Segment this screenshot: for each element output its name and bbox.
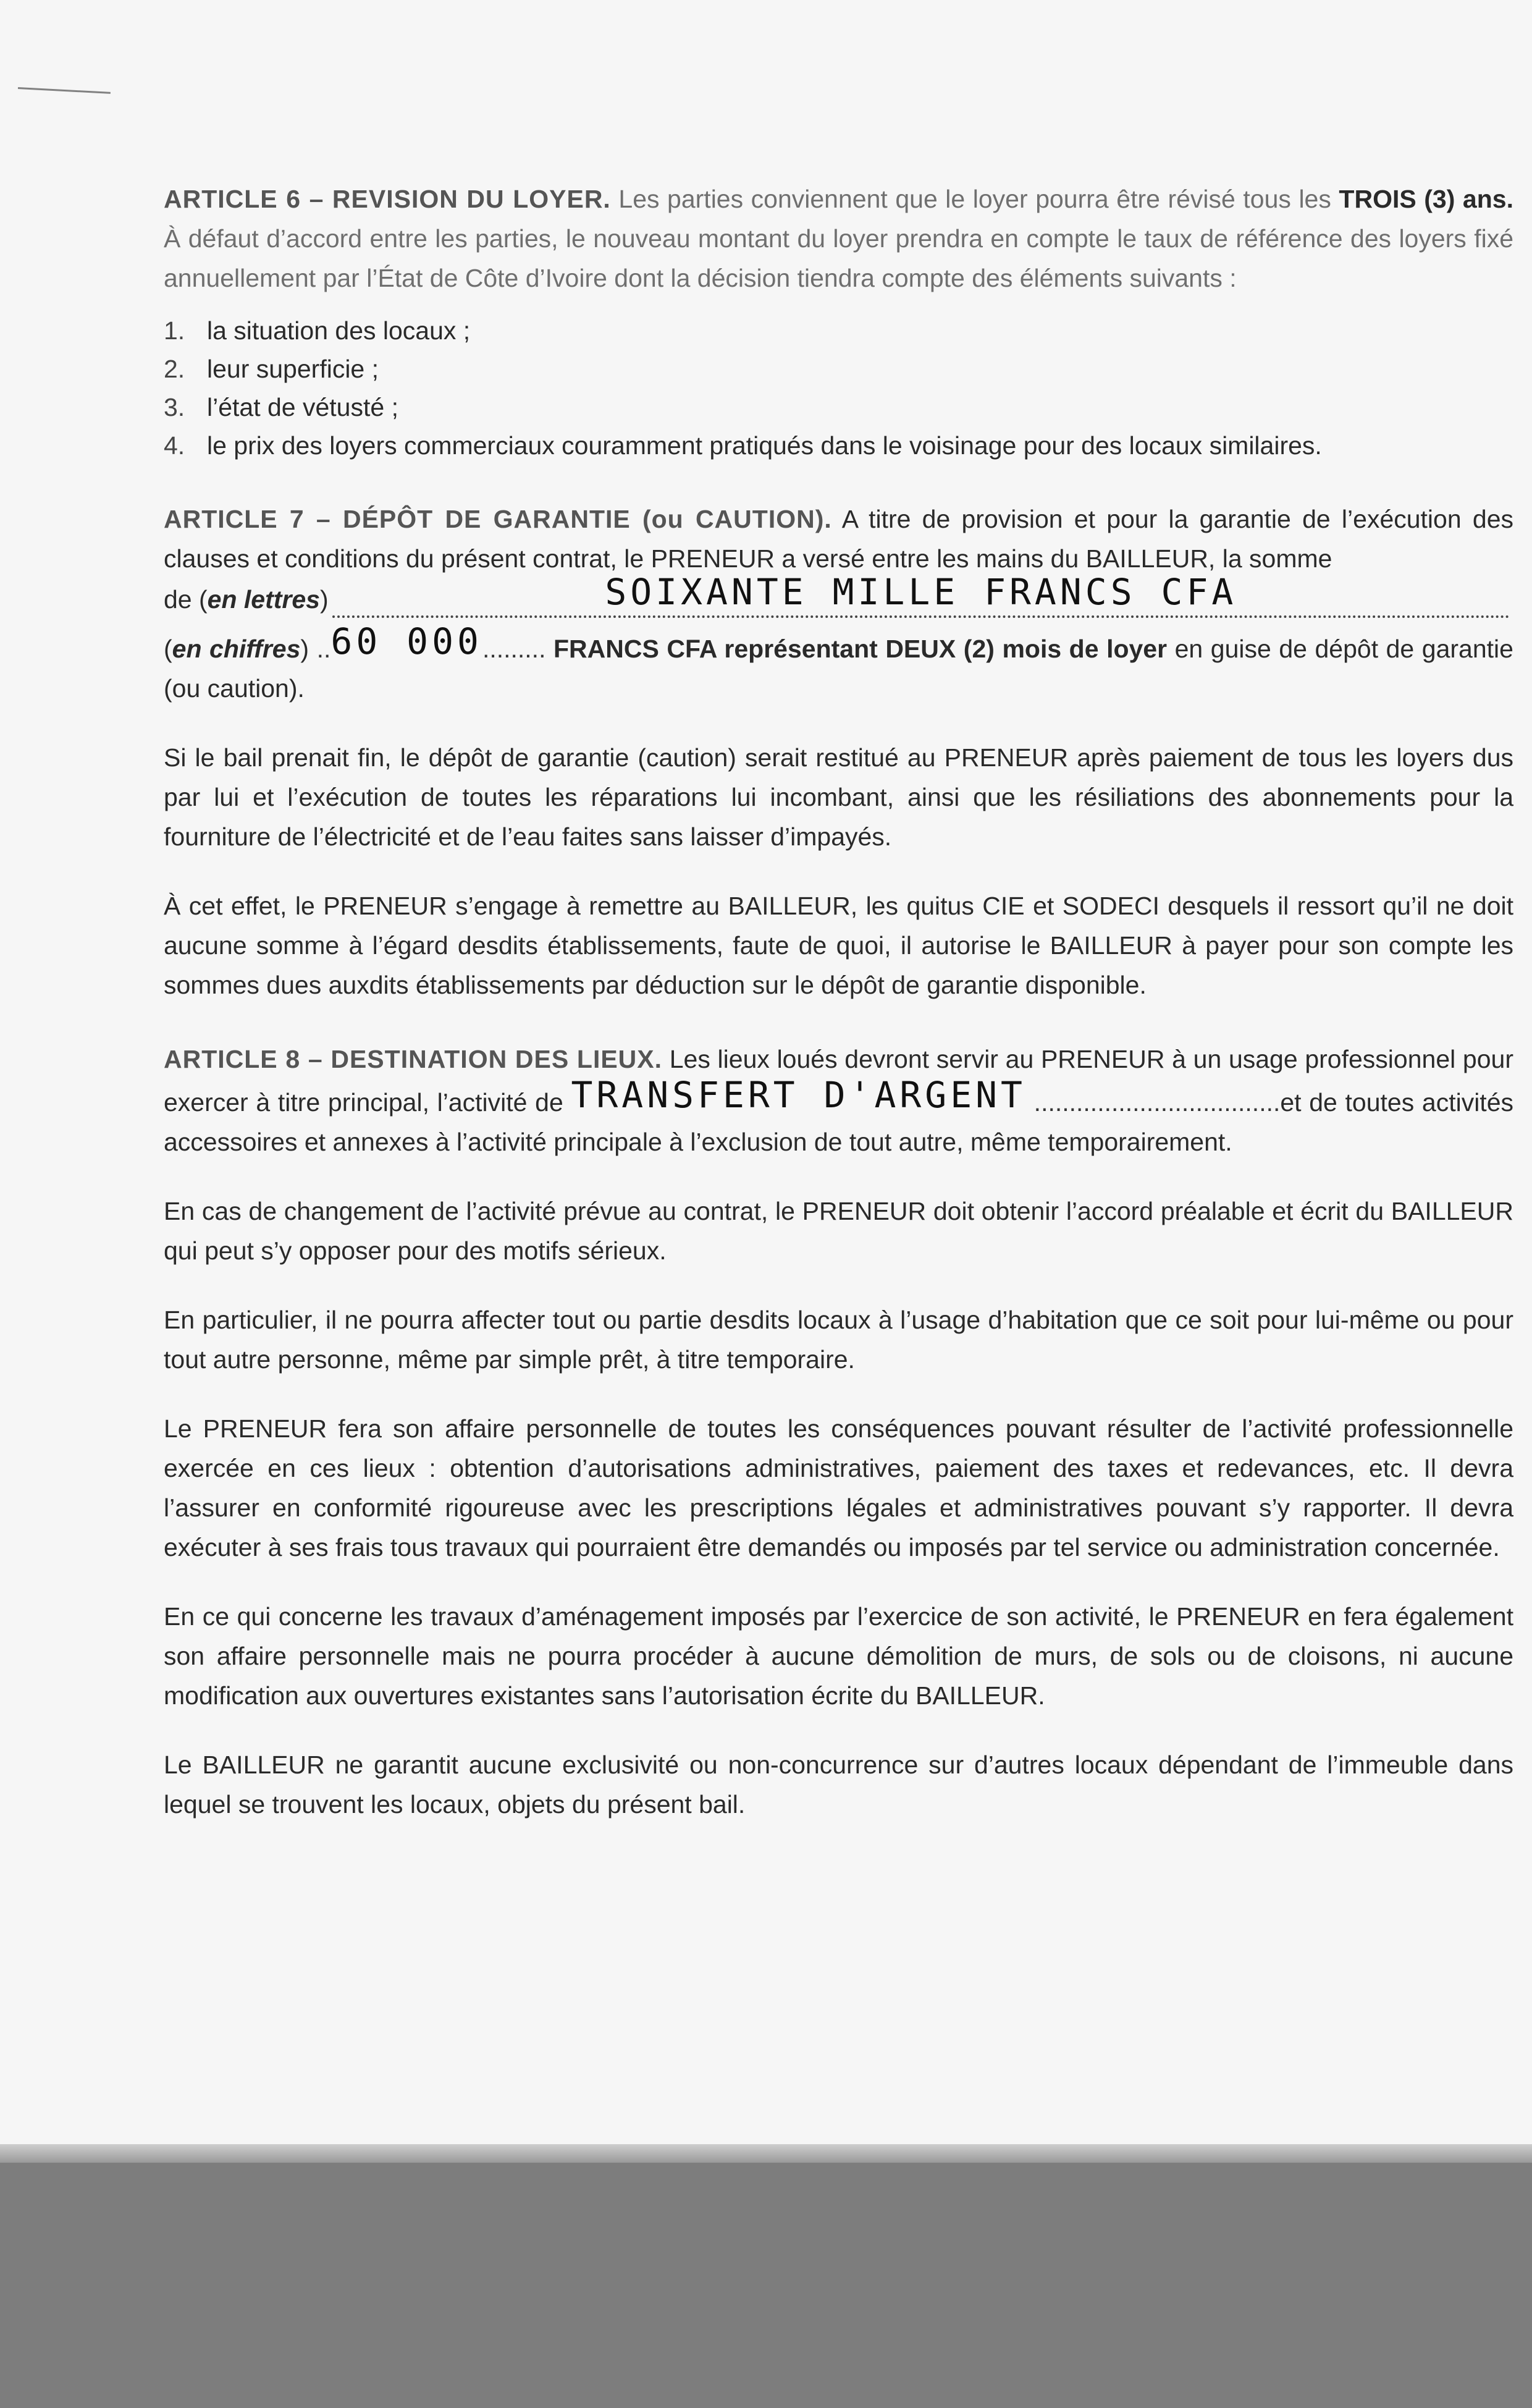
- article-7-intro: A titre de provision et pour la garantie de l’exécution des clauses et conditions du présent contrat, le PRENEUR a versé entre les mains du BAILLEUR, la somme: [164, 505, 1513, 573]
- article-6-title: ARTICLE 6 – REVISION DU LOYER.: [164, 185, 611, 213]
- article-7-paragraph-2: Si le bail prenait fin, le dépôt de garantie (caution) serait restitué au PRENEUR après paiement de tous les loyers dus par lui et l’exécution de toutes les réparations lui incombant, ainsi que les résiliations des abonnements pour la fourniture de l’électricité et de l’eau faites sans laisser d’impayés.: [164, 743, 1513, 851]
- list-item: 2. leur superficie ;: [164, 355, 379, 383]
- article-7: [164, 499, 1513, 1005]
- deposit-letters-handwritten: SOIXANTE MILLE FRANCS CFA: [605, 571, 1237, 613]
- article-6: [164, 179, 1513, 465]
- article-8-intro: Les lieux loués devront servir au PRENEUR à un usage professionnel pour exercer à titre principal, l’activité de: [164, 1045, 1513, 1117]
- en-chiffres-label: en chiffres: [172, 635, 301, 663]
- deposit-letters-field[interactable]: [332, 571, 1510, 618]
- article-6-paragraph: [164, 179, 1513, 298]
- article-7-title: ARTICLE 7 – DÉPÔT DE GARANTIE (ou CAUTION).: [164, 505, 832, 533]
- article-8: [164, 1039, 1513, 1824]
- article-8-paragraph-3: En particulier, il ne pourra affecter tout ou partie desdits locaux à l’usage d’habitation que ce soit pour lui-même ou pour tout autre personne, même par simple prêt, à titre temporaire.: [164, 1306, 1513, 1374]
- activity-handwritten[interactable]: TRANSFERT D'ARGENT: [571, 1074, 1026, 1116]
- article-8-paragraph-4: Le PRENEUR fera son affaire personnelle de toutes les conséquences pouvant résulter de l’activité professionnelle exercée en ces lieux : obtention d’autorisations administratives, paiement des taxes et redevances, etc. Il devra l’assurer en conformité rigoureuse avec les prescriptions légales et administratives pouvant s’y rapporter. Il devra exécuter à ses frais tous travaux qui pourraient être demandés ou imposés par tel service ou administration concernée.: [164, 1414, 1513, 1561]
- article-8-paragraph: [164, 1039, 1513, 1162]
- activity-dots: ...................................: [1033, 1088, 1281, 1117]
- list-item: 1. la situation des locaux ;: [164, 316, 471, 345]
- en-lettres-label: en lettres: [207, 585, 320, 614]
- article-8-paragraph-5: En ce qui concerne les travaux d’aménagement imposés par l’exercice de son activité, le PRENEUR en fera également son affaire personnelle mais ne pourra procéder à aucune démolition de murs, de sols ou de cloisons, ni aucune modification aux ouvertures existantes sans l’autorisation écrite du BAILLEUR.: [164, 1602, 1513, 1710]
- deposit-figures-handwritten[interactable]: 60 000: [330, 620, 482, 662]
- deposit-amount-figures-line: (en chiffres) ..60 000......... FRANCS CFA représentant DEUX (2) mois de loyer en guise de dépôt de garantie (ou caution).: [164, 620, 1513, 703]
- article-8-intro-cont: et de toutes activités accessoires et annexes à l’activité principale à l’exclusion de tout autre, même temporairement.: [164, 1088, 1513, 1156]
- deposit-months: DEUX (2) mois de loyer: [885, 635, 1168, 663]
- article-8-paragraph-2: En cas de changement de l’activité prévue au contrat, le PRENEUR doit obtenir l’accord préalable et écrit du BAILLEUR qui peut s’y opposer pour des motifs sérieux.: [164, 1197, 1513, 1265]
- article-6-criteria-list: [164, 311, 1513, 465]
- article-6-intro-b: À défaut d’accord entre les parties, le nouveau montant du loyer prendra en compte le taux de référence des loyers fixé annuellement par l’État de Côte d’Ivoire dont la décision tiendra compte des éléments suivants :: [164, 224, 1513, 292]
- article-8-title: ARTICLE 8 – DESTINATION DES LIEUX.: [164, 1045, 663, 1073]
- list-item: 3. l’état de vétusté ;: [164, 393, 398, 421]
- deposit-amount-letters-line: de ( en lettres ) SOIXANTE MILLE FRANCS CFA: [164, 578, 1513, 625]
- francs-cfa-text: FRANCS CFA représentant: [553, 635, 878, 663]
- article-7-paragraph-3: À cet effet, le PRENEUR s’engage à remettre au BAILLEUR, les quitus CIE et SODECI desquels il ressort qu’il ne doit aucune somme à l’égard desdits établissements, faute de quoi, il autorise le BAILLEUR à payer pour son compte les sommes dues auxdits établissements par déduction sur le dépôt de garantie disponible.: [164, 892, 1513, 999]
- article-8-paragraph-6: Le BAILLEUR ne garantit aucune exclusivité ou non-concurrence sur d’autres locaux dépendant de l’immeuble dans lequel se trouvent les locaux, objets du présent bail.: [164, 1751, 1513, 1819]
- scan-mark: [18, 62, 112, 94]
- list-item: 4. le prix des loyers commerciaux couramment pratiqués dans le voisinage pour des locaux similaires.: [164, 431, 1322, 460]
- article-6-intro-a: Les parties conviennent que le loyer pourra être révisé tous les: [618, 185, 1331, 213]
- lease-content: [164, 179, 1513, 1824]
- article-7-paragraph: [164, 499, 1513, 578]
- article-6-revision-period: TROIS (3) ans.: [1339, 185, 1513, 213]
